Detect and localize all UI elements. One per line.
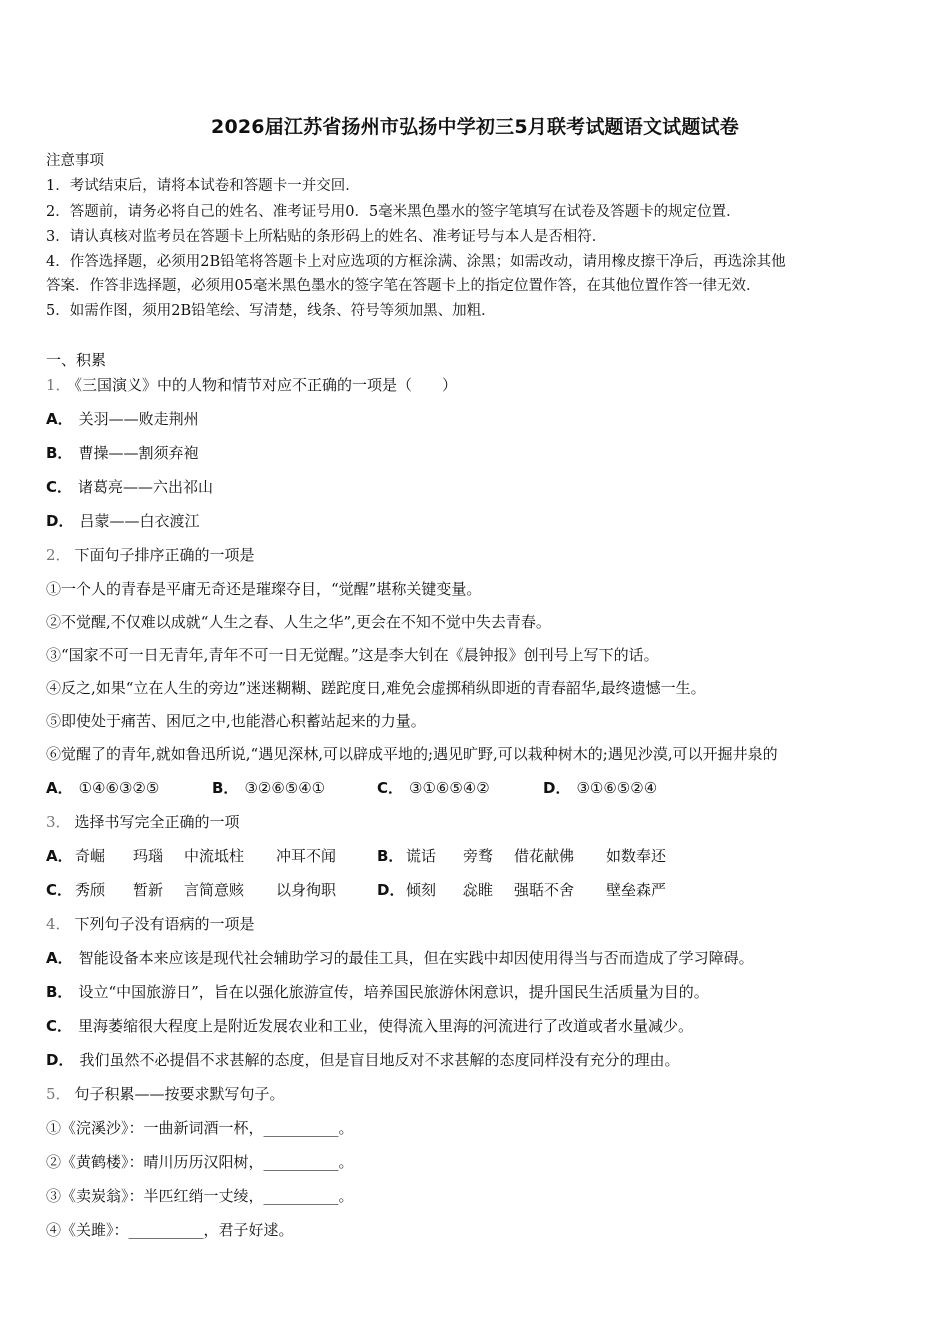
option-letter: C． [46,478,73,496]
option-c [377,778,490,798]
option-text: ①④⑥③②⑤ [78,779,160,797]
option-a [46,948,754,968]
option-b [377,846,409,866]
option-letter: D． [46,1051,74,1069]
option-a [46,778,159,798]
question-number: 3． [46,813,71,831]
question-1 [46,375,457,395]
question-4 [46,914,255,934]
option-word: 谎话 [406,847,437,865]
option-word: 秀颀 [75,881,106,899]
question-number: 4． [46,915,71,933]
option-letter: B． [212,779,239,797]
sentence: ④反之,如果“立在人生的旁边”迷迷糊糊、蹉跎度日,难免会虚掷稍纵即逝的青春韶华,最终遗憾一生。 [46,679,706,697]
option-c [46,880,78,900]
option-letter: D． [46,512,74,530]
option-letter: C． [46,881,73,899]
option-b [46,982,709,1002]
notice-item: 2．答题前，请务必将自己的姓名、准考证号用0．5毫米黑色墨水的签字笔填写在试卷及答题卡的规定位置． [46,204,741,220]
option-text: 吕蒙——白衣渡江 [79,512,200,530]
option-text: 关羽——败走荆州 [78,410,199,428]
option-letter: C． [46,1017,73,1035]
option-word: 旁骛 [463,847,494,865]
option-text: 我们虽然不必提倡不求甚解的态度，但是盲目地反对不求甚解的态度同样没有充分的理由。 [79,1051,680,1069]
notice-item: 3．请认真核对监考员在答题卡上所粘贴的条形码上的姓名、准考证号与本人是否相符． [46,229,607,245]
notice-item: 答案．作答非选择题，必须用05毫米黑色墨水的签字笔在答题卡上的指定位置作答，在其他位置作答一律无效． [46,278,761,294]
option-a [46,846,79,866]
option-letter: A． [46,949,73,967]
notice-heading: 注意事项 [46,153,104,169]
option-word: 如数奉还 [606,847,667,865]
question-stem: 《三国演义》中的人物和情节对应不正确的一项是（ ） [74,376,458,394]
sentence: ①一个人的青春是平庸无奇还是璀璨夺目，“觉醒”堪称关键变量。 [46,580,482,598]
option-word: 奇崛 [75,847,106,865]
option-word: 倾刻 [406,881,437,899]
page-title: 2026届江苏省扬州市弘扬中学初三5月联考试题语文试题试卷 [211,116,739,138]
question-2 [46,545,255,565]
option-word: 惢睢 [463,881,494,899]
recitation-item: ②《黄鹤楼》：晴川历历汉阳树，__________。 [46,1153,354,1171]
option-text: ③①⑥⑤②④ [576,779,658,797]
option-word: 暂新 [133,881,164,899]
question-number: 5． [46,1085,71,1103]
option-word: 壁垒森严 [606,881,667,899]
question-stem: 句子积累——按要求默写句子。 [74,1085,285,1103]
option-letter: D． [543,779,571,797]
option-c [46,477,213,497]
option-d [46,1050,679,1070]
option-d [46,511,199,531]
option-letter: B． [46,444,73,462]
option-word: 强聒不舍 [514,881,575,899]
option-letter: B． [377,847,404,865]
sentence: ⑥觉醒了的青年,就如鲁迅所说,“遇见深林,可以辟成平地的;遇见旷野,可以栽种树木的;遇见沙漠,可以开掘井泉的 [46,745,778,763]
recitation-item: ①《浣溪沙》：一曲新词酒一杯，__________。 [46,1119,354,1137]
option-word: 借花献佛 [514,847,575,865]
recitation-item: ③《卖炭翁》：半匹红绡一丈绫，__________。 [46,1187,354,1205]
option-b [212,778,325,798]
question-stem: 选择书写完全正确的一项 [74,813,240,831]
question-stem: 下列句子没有语病的一项是 [74,915,255,933]
question-stem: 下面句子排序正确的一项是 [74,546,255,564]
sentence: ③“国家不可一日无青年,青年不可一日无觉醒。”这是李大钊在《晨钟报》创刊号上写下的话。 [46,646,659,664]
option-word: 以身徇职 [276,881,337,899]
option-c [46,1016,693,1036]
notice-item: 1．考试结束后，请将本试卷和答题卡一并交回． [46,178,360,194]
option-text: ③②⑥⑤④① [244,779,326,797]
option-word: 言简意赅 [184,881,245,899]
section-heading: 一、积累 [46,351,107,369]
sentence: ②不觉醒,不仅难以成就“人生之春、人生之华”,更会在不知不觉中失去青春。 [46,613,551,631]
option-text: ③①⑥⑤④② [409,779,490,797]
option-b [46,443,198,463]
notice-item: 4．作答选择题，必须用2B铅笔将答题卡上对应选项的方框涂满、涂黑；如需改动，请用橡皮擦干净后，再选涂其他 [46,254,786,270]
question-number: 1． [46,376,71,394]
option-text: 曹操——割须弃袍 [78,444,199,462]
question-3 [46,812,240,832]
option-letter: A． [46,779,73,797]
option-a [46,409,199,429]
option-text: 智能设备本来应该是现代社会辅助学习的最佳工具，但在实践中却因使用得当与否而造成了学习障碍。 [78,949,754,967]
option-letter: A． [46,847,73,865]
option-letter: D． [377,881,405,899]
option-word: 中流坻柱 [184,847,245,865]
option-text: 诸葛亮——六出祁山 [78,478,214,496]
option-letter: B． [46,983,73,1001]
recitation-item: ④《关雎》：__________，君子好逑。 [46,1221,294,1239]
option-letter: A． [46,410,73,428]
question-number: 2． [46,546,71,564]
option-text: 里海萎缩很大程度上是附近发展农业和工业，使得流入里海的河流进行了改道或者水量减少。 [78,1017,694,1035]
option-word: 玛瑙 [133,847,164,865]
question-5 [46,1084,285,1104]
option-text: 设立“中国旅游日”，旨在以强化旅游宣传，培养国民旅游休闲意识，提升国民生活质量为目的。 [78,983,709,1001]
notice-item: 5．如需作图，须用2B铅笔绘、写清楚，线条、符号等须加黑、加粗． [46,303,496,319]
sentence: ⑤即使处于痛苦、困厄之中,也能潜心积蓄站起来的力量。 [46,712,426,730]
option-word: 冲耳不闻 [276,847,337,865]
option-letter: C． [377,779,404,797]
option-d [543,778,657,798]
